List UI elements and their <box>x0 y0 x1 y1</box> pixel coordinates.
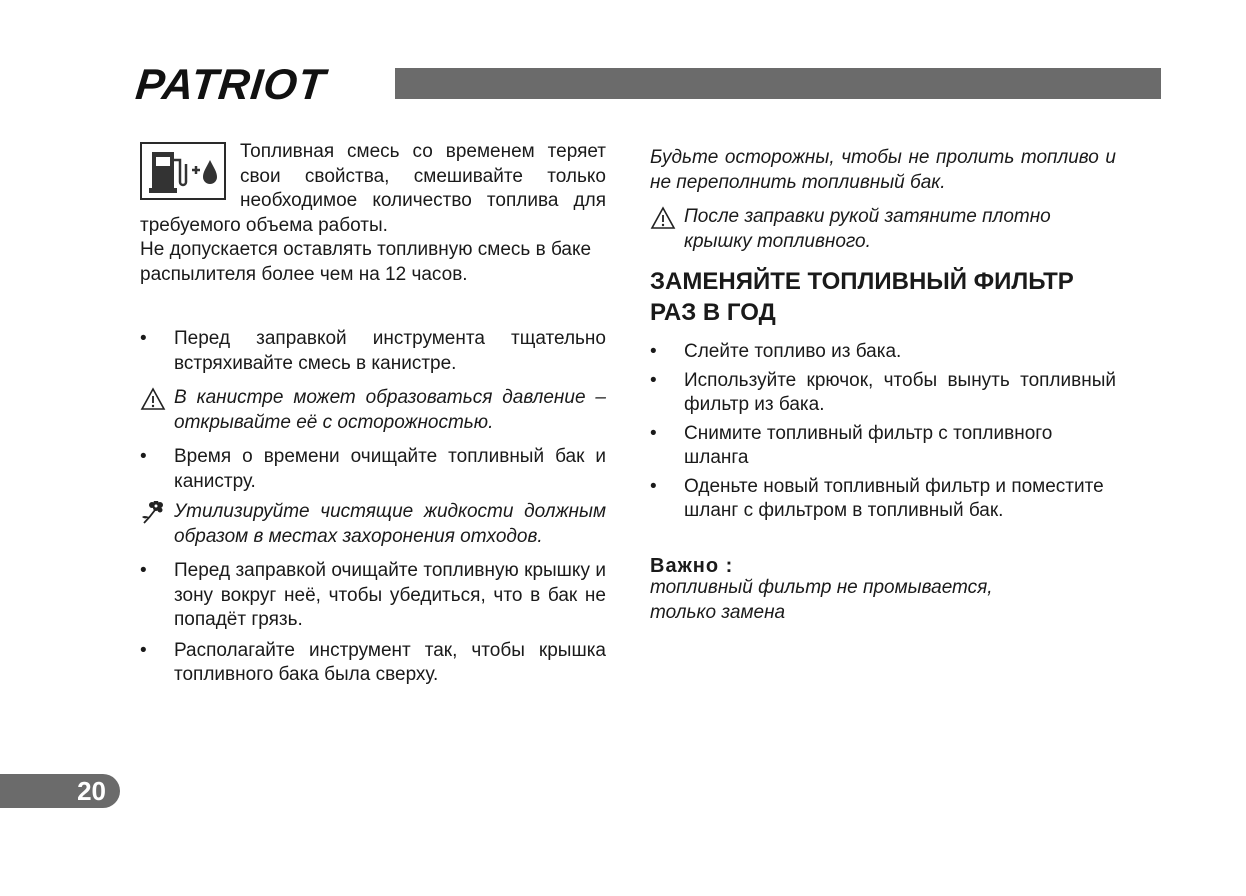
important-line: только замена <box>650 601 786 623</box>
page-number: 20 <box>77 776 106 806</box>
intro-notice: Не допускается оставлять топливную смесь в баке распылителя более чем на 12 часов. <box>140 239 592 285</box>
eco-text: Утилизируйте чистящие жидкости должным образом в местах захоронения отходов. <box>174 501 606 547</box>
bullet-text: Перед заправкой очищайте топливную крышку и зону вокруг неё, чтобы убедиться, что в бак не попадёт грязь. <box>174 560 606 630</box>
warning-triangle-icon <box>650 206 676 230</box>
bullet-text: Располагайте инструмент так, чтобы крышка топливного бака была сверху. <box>174 639 606 685</box>
list-item <box>650 422 1116 471</box>
flower-eco-icon <box>140 501 166 525</box>
list-item <box>650 369 1116 418</box>
bullet-text: Время о времени очищайте топливный бак и канистру. <box>174 446 606 492</box>
warning-text: В канистре может образоваться давление – открывайте её с осторожностью. <box>174 387 606 433</box>
warning-note <box>650 205 1116 254</box>
list-item <box>650 475 1116 524</box>
step-text: Оденьте новый топливный фильтр и поместите шланг с фильтром в топливный бак. <box>684 475 1104 521</box>
important-line: топливный фильтр не промывается, <box>650 577 993 598</box>
caution-paragraph: Будьте осторожны, чтобы не пролить топливо и не переполнить топливный бак. <box>650 147 1116 193</box>
warning-note <box>140 386 606 435</box>
list-item <box>650 340 1116 365</box>
list-item <box>140 639 606 688</box>
section-heading: ЗАМЕНЯЙТЕ ТОПЛИВНЫЙ ФИЛЬТР РАЗ В ГОД <box>650 268 1074 326</box>
warning-text: После заправки рукой затяните плотно крышку топливного. <box>684 206 1051 252</box>
intro-paragraph: Топливная смесь со временем теряет свои свойства, смешивайте только необходимое количество топлива для требуемого объема работы. <box>140 141 606 236</box>
step-text: Используйте крючок, чтобы вынуть топливный фильтр из бака. <box>684 369 1116 415</box>
page-number-tab <box>0 774 120 808</box>
list-item <box>140 445 606 494</box>
bullet-text: Перед заправкой инструмента тщательно встряхивайте смесь в канистре. <box>174 328 606 374</box>
header-bar <box>395 68 1161 99</box>
warning-triangle-icon <box>140 387 166 411</box>
right-column <box>650 146 1116 625</box>
fuel-pump-icon <box>140 142 226 200</box>
step-text: Слейте топливо из бака. <box>684 341 902 362</box>
list-item <box>140 327 606 376</box>
step-text: Снимите топливный фильтр с топливного шланга <box>684 422 1053 468</box>
left-column <box>140 140 606 688</box>
list-item <box>140 559 606 633</box>
important-text <box>650 576 1116 625</box>
important-label: Важно : <box>650 554 734 577</box>
eco-note <box>140 500 606 549</box>
patriot-logo: PATRIOT <box>133 61 328 109</box>
